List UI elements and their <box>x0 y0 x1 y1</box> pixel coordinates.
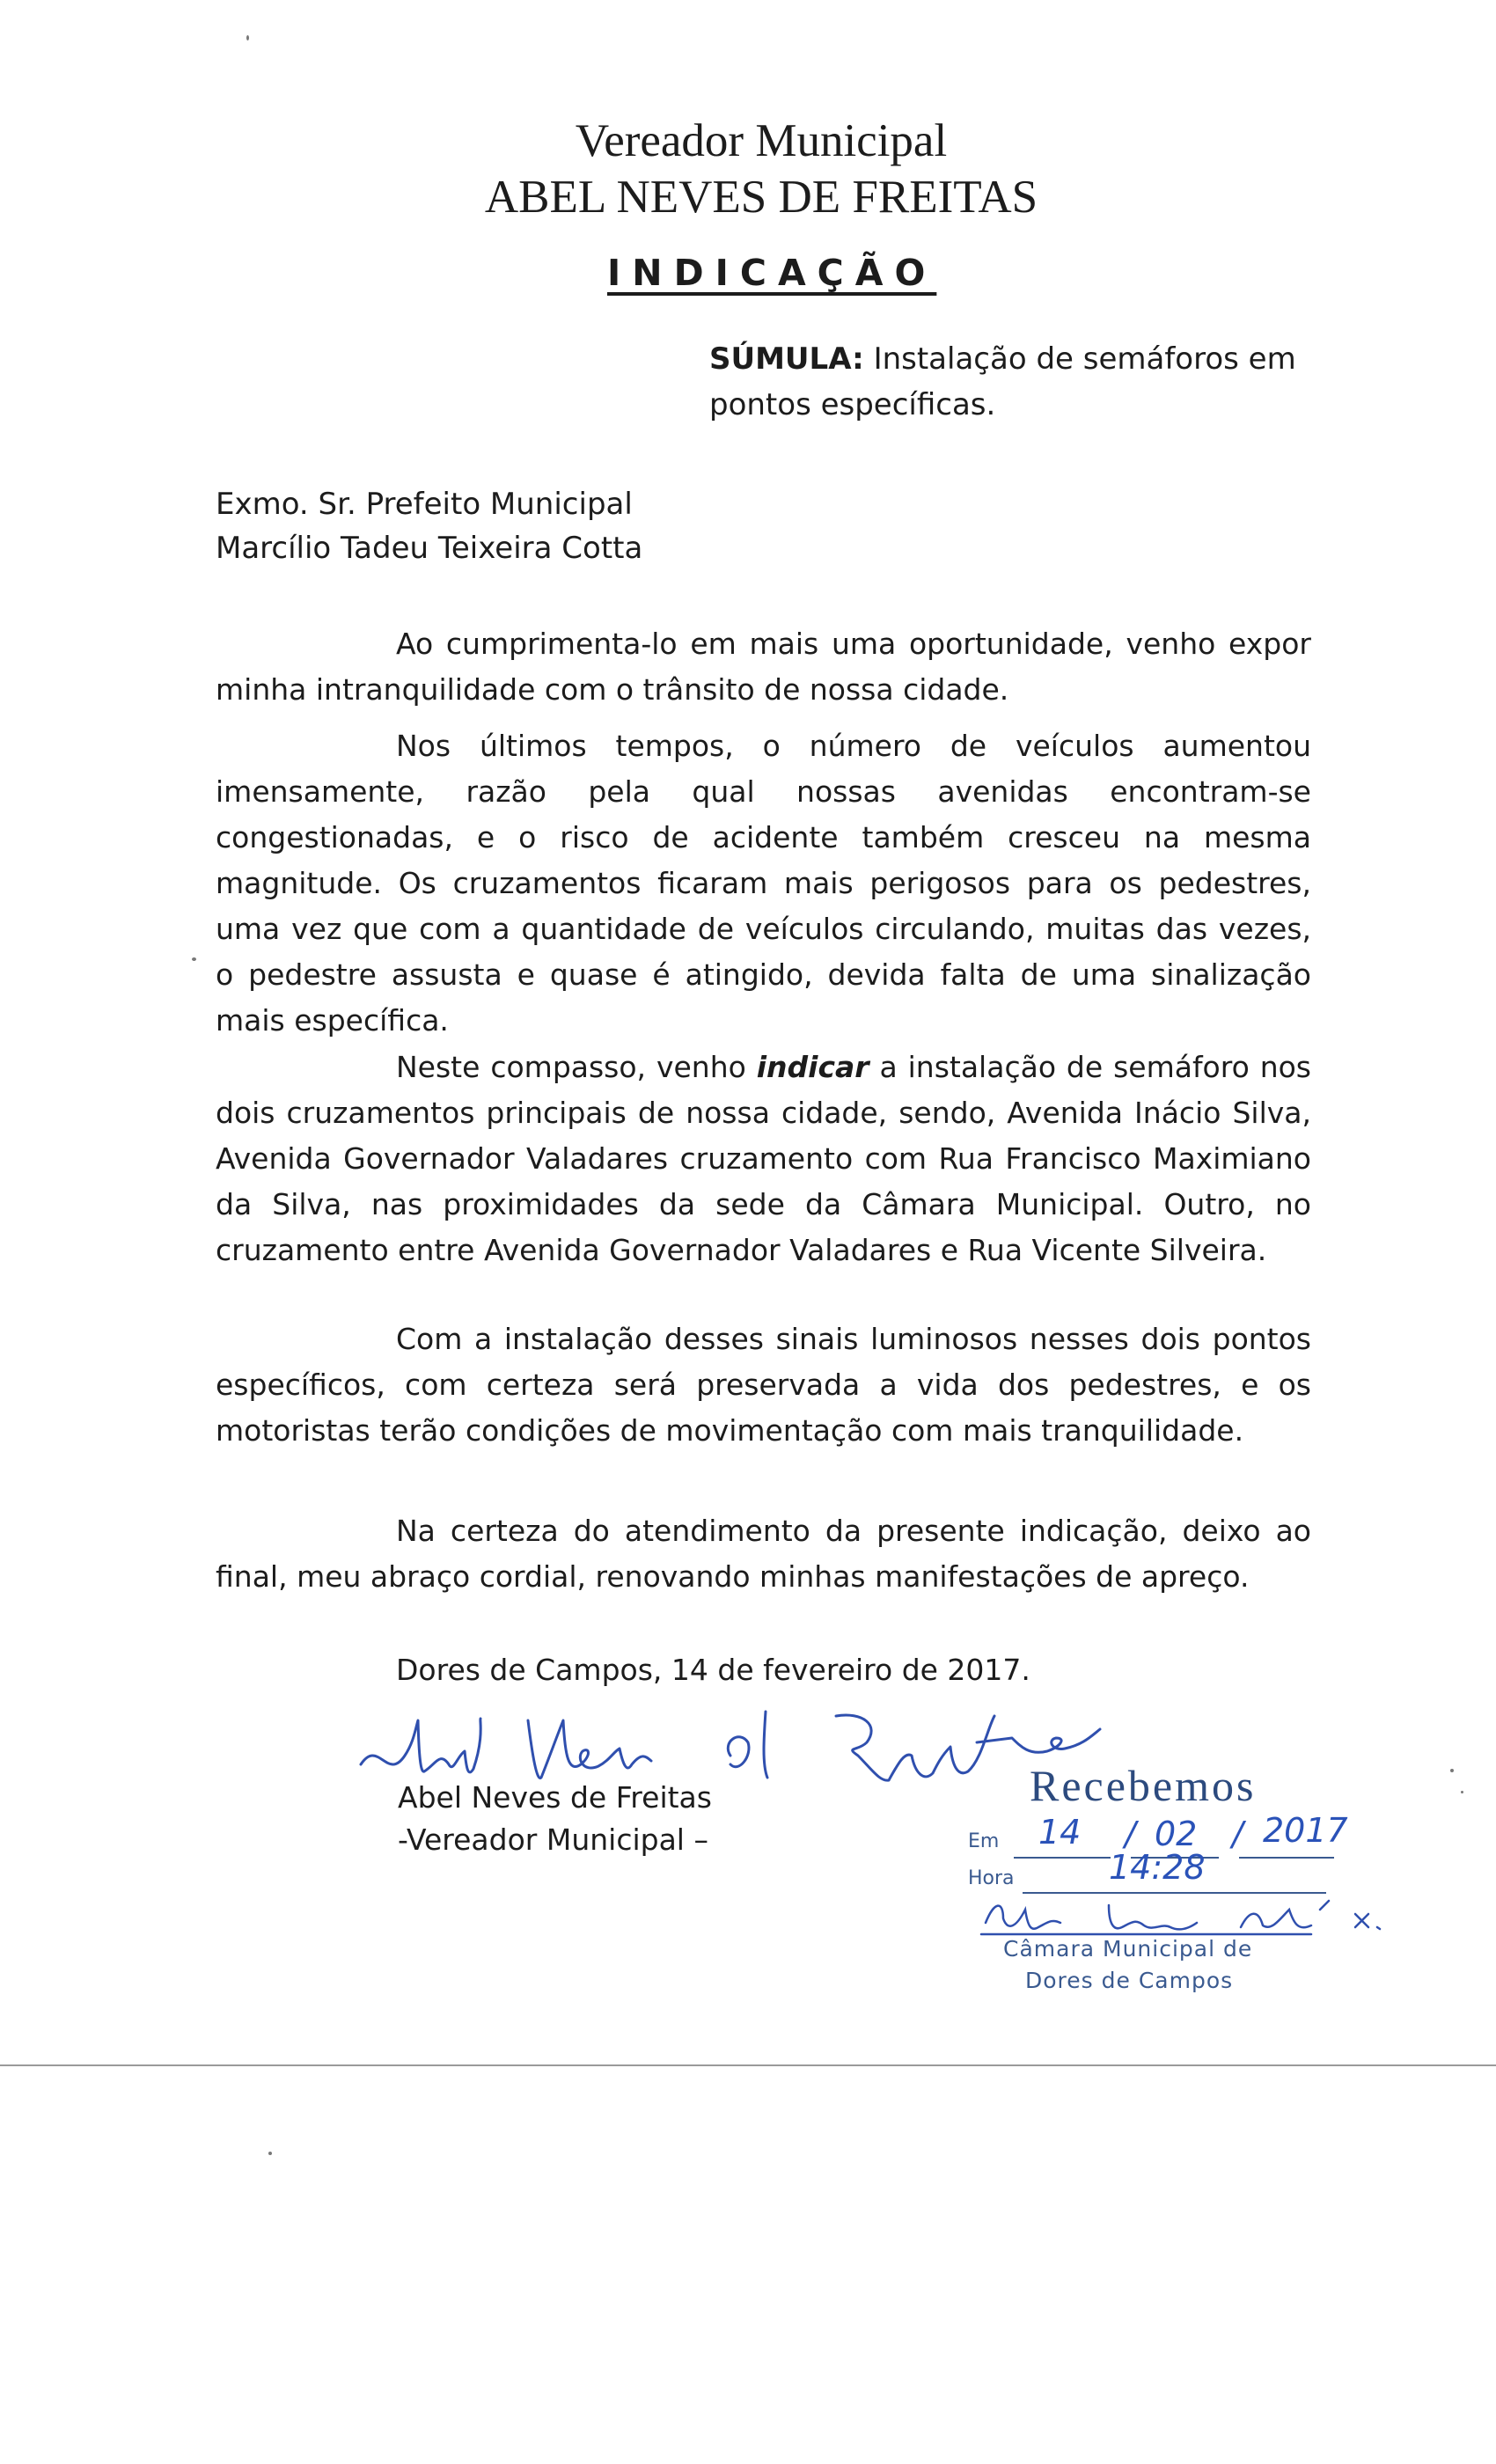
signer-block <box>398 1777 712 1861</box>
paragraph-2-text: Nos últimos tempos, o número de veículos aumentou imensamente, razão pela qual nossas avenidas encontram-se congestionadas, e o risco de acidente também cresceu na mesma magnitude. Os cruzamentos ficaram mais perigosos para os pedestres, uma vez que com a quantidade de veículos circulando, muitas das vezes, o pedestre assusta e quase é atingido, devida falta de uma sinalização mais específica. <box>216 729 1311 1038</box>
stamp-org-line2: Dores de Campos <box>1025 1968 1234 1993</box>
paragraph-3-text-start: Neste compasso, venho <box>396 1050 757 1084</box>
scan-speck <box>268 2152 272 2155</box>
header-title: Vereador Municipal <box>575 115 948 166</box>
paragraph-3-emphasis: indicar <box>756 1050 869 1084</box>
signer-role: -Vereador Municipal – <box>398 1822 708 1857</box>
scan-speck <box>1461 1791 1463 1793</box>
paragraph-1 <box>216 621 1311 713</box>
stamp-time: 14:28 <box>1109 1848 1206 1887</box>
paragraph-4-text: Com a instalação desses sinais luminosos nesses dois pontos específicos, com certeza será preservada a vida dos pedestres, e os motoristas terão condições de movimentação com mais tranquilidade. <box>216 1322 1311 1448</box>
stamp-date-year: 2017 <box>1263 1811 1348 1850</box>
scan-speck <box>246 35 249 40</box>
addressee-title: Exmo. Sr. Prefeito Municipal <box>216 487 633 522</box>
stamp-receiver-signature <box>977 1892 1434 1940</box>
paragraph-3-text-end: a instalação de semáforo nos dois cruzamentos principais de nossa cidade, sendo, Avenida Inácio Silva, Avenida Governador Valadares cruzamento com Rua Francisco Maximiano da Silva, nas proximidades da sede da Câmara Municipal. Outro, no cruzamento entre Avenida Governador Valadares e Rua Vicente Silveira. <box>216 1050 1311 1267</box>
stamp-date-day: 14 <box>1038 1813 1082 1852</box>
paragraph-5-text: Na certeza do atendimento da presente indicação, deixo ao final, meu abraço cordial, renovando minhas manifestações de apreço. <box>216 1514 1311 1594</box>
stamp-date-month: 02 <box>1155 1815 1198 1853</box>
paragraph-5 <box>216 1508 1311 1600</box>
receipt-stamp <box>959 1760 1434 2024</box>
addressee-name: Marcílio Tadeu Teixeira Cotta <box>216 531 643 566</box>
paragraph-4 <box>216 1316 1311 1454</box>
addressee <box>216 482 642 570</box>
scan-speck <box>192 957 196 961</box>
sumula <box>709 336 1325 428</box>
stamp-hora-label: Hora <box>968 1867 1015 1889</box>
stamp-date-row: Em 14 / 02 / 2017 <box>968 1811 1348 1853</box>
paragraph-1-text: Ao cumprimenta-lo em mais uma oportunidade, venho expor minha intranquilidade com o trânsito de nossa cidade. <box>216 627 1311 707</box>
paragraph-3 <box>216 1045 1311 1273</box>
sumula-text: Instalação de semáforos em pontos específicas. <box>709 341 1296 422</box>
stamp-em-label: Em <box>968 1830 1000 1852</box>
stamp-time-row <box>968 1848 1206 1889</box>
stamp-org-line1: Câmara Municipal de <box>1003 1936 1253 1962</box>
scan-edge-line <box>0 2064 1496 2066</box>
sumula-label: SÚMULA: <box>709 341 864 377</box>
header-councilman-name: ABEL NEVES DE FREITAS <box>484 172 1038 223</box>
signer-name: Abel Neves de Freitas <box>398 1780 712 1815</box>
stamp-title: Recebemos <box>1030 1761 1257 1810</box>
scan-speck <box>1450 1769 1454 1772</box>
document-type: INDICAÇÃO <box>607 252 937 294</box>
place-date: Dores de Campos, 14 de fevereiro de 2017. <box>396 1653 1030 1687</box>
paragraph-2 <box>216 723 1311 1044</box>
